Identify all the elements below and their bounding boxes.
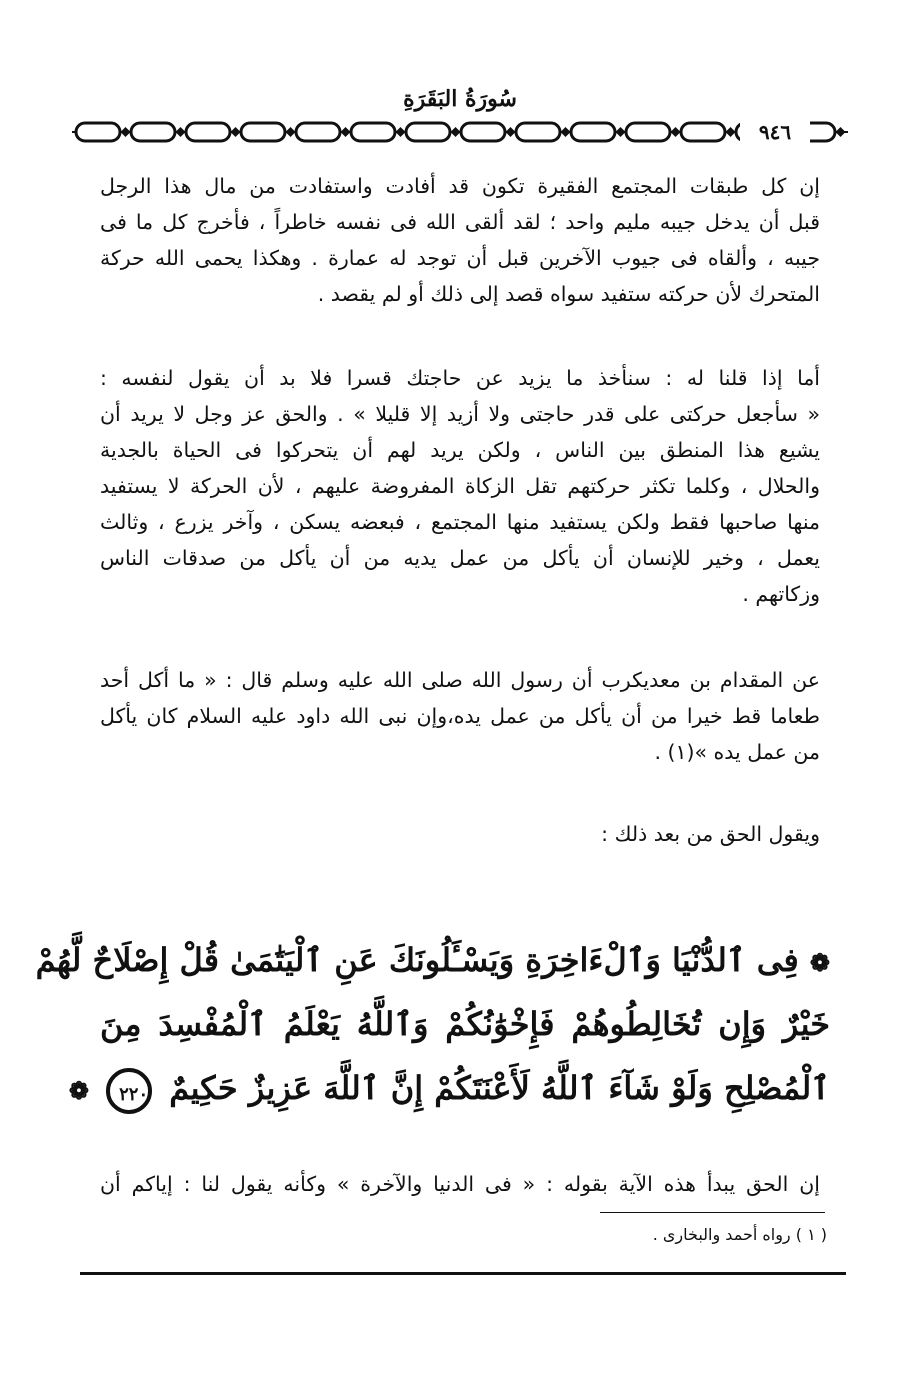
chain-diamond [506,127,516,137]
chain-oval [461,123,505,141]
quran-verse [35,928,831,1120]
paragraph-2 [100,360,820,612]
verse-line [68,1056,830,1120]
chain-diamond [396,127,406,137]
text-line: ويقول الحق من بعد ذلك : [601,822,820,846]
text-line: إن كل طبقات المجتمع الفقيرة تكون قد أفادت واستفادت من مال هذا الرجل [100,174,820,198]
chain-oval [626,123,670,141]
page-number: ٩٤٦ [740,118,810,146]
footnote: ( ١ ) رواه أحمد والبخارى . [652,1225,827,1244]
chain-oval [296,123,340,141]
paragraph-4-intro [100,816,828,852]
paragraph-1 [100,168,820,312]
text-line: جيبه ، وألقاه فى جيوب الآخرين قبل أن توجد له عمارة . وهكذا يحمى الله حركة [100,246,820,270]
chain-oval [76,123,120,141]
chain-diamond [836,127,846,137]
chain-oval [131,123,175,141]
chain-diamond [671,127,681,137]
text-line: « سأجعل حركتى على قدر حاجتى ولا أزيد إلا قليلا » . والحق عز وجل لا يريد أن [100,402,820,426]
chain-diamond [451,127,461,137]
text-line: أما إذا قلنا له : سنأخذ ما يزيد عن حاجتك قسرا فلا بد أن يقول لنفسه : [100,366,820,390]
text-line: المتحرك لأن حركته ستفيد سواه قصد إلى ذلك أو لم يقصد . [317,282,820,306]
text-line: منها صاحبها فقط ولكن يستفيد منها المجتمع ، فبعضه يسكن ، وآخر يزرع ، وثالث [100,510,820,534]
chain-diamond [341,127,351,137]
verse-text: ٱلْمُصْلِحِ وَلَوْ شَآءَ ٱللَّهُ لَأَعْنَتَكُمْ إِنَّ ٱللَّهَ عَزِيزٌ حَكِيمٌ [169,1069,830,1107]
chain-oval [681,123,725,141]
chain-oval [571,123,615,141]
verse-start-ornament-icon: ❁ [809,948,830,977]
verse-text: فِى ٱلدُّنْيَا وَٱلْءَاخِرَةِ وَيَسْـَٔلُونَكَ عَنِ ٱلْيَتَٰمَىٰ قُلْ إِصْلَاحٌ لَّهُمْ [35,941,799,979]
text-line: والحلال ، وكلما تكثر حركتهم تقل الزكاة المفروضة عليهم ، لأن الحركة لا يستفيد [100,474,820,498]
chain-oval [241,123,285,141]
text-line: إن الحق يبدأ هذه الآية بقوله : « فى الدنيا والآخرة » وكأنه يقول لنا : إياكم أن [100,1172,820,1196]
footnote-separator [600,1212,825,1213]
paragraph-3-hadith [100,662,820,770]
text-line: من عمل يده »(١) . [654,740,820,764]
chain-diamond [231,127,241,137]
chain-oval [516,123,560,141]
chain-diamond [176,127,186,137]
chain-diamond [286,127,296,137]
text-line: وزكاتهم . [742,582,820,606]
surah-title: سُورَةُ البَقَرَةِ [403,86,517,112]
chain-diamond [726,127,736,137]
text-line: طعاما قط خيرا من أن يأكل من عمل يده،وإن نبى الله داود عليه السلام كان يأكل [100,704,820,728]
chain-diamond [121,127,131,137]
paragraph-5 [100,1166,820,1202]
verse-end-ornament-icon: ❁ [68,1076,90,1105]
chain-oval [186,123,230,141]
header-ornament-band [70,118,850,146]
chain-diamond [616,127,626,137]
chain-oval [406,123,450,141]
verse-line [35,928,830,992]
chain-oval [351,123,395,141]
text-line: قبل أن يدخل جيبه مليم واحد ؛ لقد ألقى الله فى نفسه خاطراً ، فأخرج كل ما فى [100,210,820,234]
text-line: يعمل ، وخير للإنسان أن يأكل من عمل يديه من أن يأكل من صدقات الناس [100,546,820,570]
chain-diamond [561,127,571,137]
verse-line: خَيْرٌ وَإِن تُخَالِطُوهُمْ فَإِخْوَٰنُكُمْ وَٱللَّهُ يَعْلَمُ ٱلْمُفْسِدَ مِنَ [100,1005,831,1043]
text-line: يشيع هذا المنطق بين الناس ، ولكن يريد لهم أن يتحركوا فى الحياة بالجدية [100,438,820,462]
ayah-number-medallion: ٢٢٠ [106,1068,152,1114]
page-bottom-rule [80,1272,846,1275]
text-line: عن المقدام بن معديكرب أن رسول الله صلى الله عليه وسلم قال : « ما أكل أحد [100,668,820,692]
